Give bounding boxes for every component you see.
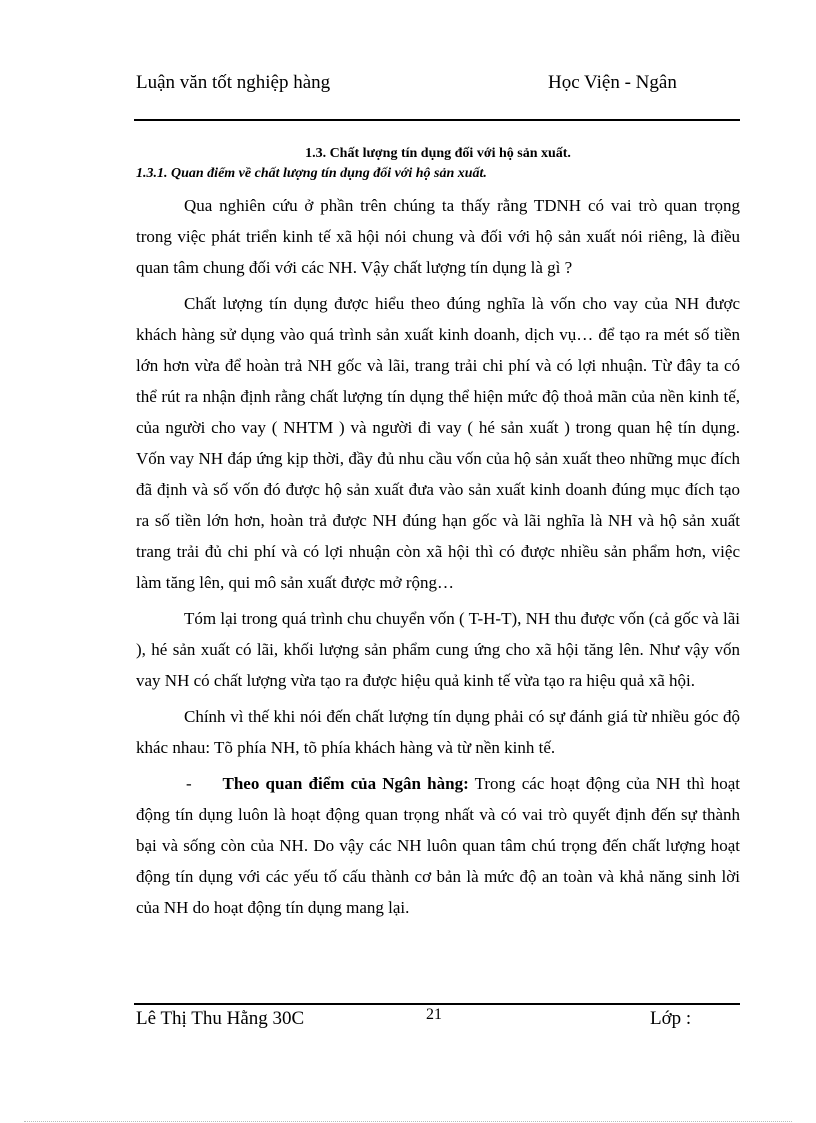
bullet-paragraph [136, 768, 740, 923]
paragraph: Tóm lại trong quá trình chu chuyển vốn ( T-H-T), NH thu được vốn (cả gốc và lãi ), hé sản xuất có lãi, khối lượng sản phẩm cung ứng cho xã hội tăng lên. Như vậy vốn vay NH có chất lượng vừa tạo ra được hiệu quả kinh tế vừa tạo ra hiệu quả xã hội. [136, 609, 740, 690]
header-left: Luận văn tốt nghiệp hàng [136, 72, 331, 93]
page-number: 21 [426, 1006, 442, 1023]
body-text [136, 190, 740, 928]
bullet-marker: - [186, 774, 192, 793]
footer-rule [134, 1003, 740, 1005]
bullet-text: Trong các hoạt động của NH thì hoạt động tín dụng luôn là hoạt động quan trọng nhất và có vai trò quyết định đến sự thành bại và sống còn của NH. Do vậy các NH luôn quan tâm chú trọng đến chất lượng hoạt động tín dụng với các yếu tố cấu thành cơ bản là mức độ an toàn và khả năng sinh lời của NH do hoạt động tín dụng mang lại. [136, 774, 741, 917]
page-edge [24, 1121, 792, 1122]
paragraph: Chính vì thế khi nói đến chất lượng tín dụng phải có sự đánh giá từ nhiều góc độ khác nhau: Tõ phía NH, tõ phía khách hàng và từ nền kinh tế. [136, 707, 740, 757]
footer-class: Lớp : [650, 1008, 692, 1029]
footer-author: Lê Thị Thu Hằng 30C [136, 1008, 305, 1029]
bullet-heading: Theo quan điểm của Ngân hàng: [222, 774, 469, 793]
paragraph: Chất lượng tín dụng được hiểu theo đúng nghĩa là vốn cho vay của NH được khách hàng sử dụng vào quá trình sản xuất kinh doanh, dịch vụ… để tạo ra mét số tiền lớn hơn vừa để hoàn trả NH gốc và lãi, trang trải chi phí và có lợi nhuận. Từ đây ta có thể rút ra nhận định rằng chất lượng tín dụng thể hiện mức độ thoả mãn của nền kinh tế, của người cho vay ( NHTM ) và người đi vay ( hé sản xuất ) trong quan hệ tín dụng. Vốn vay NH đáp ứng kịp thời, đầy đủ nhu cầu vốn của hộ sản xuất theo những mục đích đã định và số vốn đó được hộ sản xuất đưa vào sản xuất kinh doanh đúng mục đích tạo ra số tiền lớn hơn, hoàn trả được NH đúng hạn gốc và lãi nghĩa là NH và hộ sản xuất trang trải đủ chi phí và có lợi nhuận còn xã hội thì có được nhiều sản phẩm hơn, việc làm tăng lên, qui mô sản xuất được mở rộng… [136, 294, 740, 592]
subsection-title: 1.3.1. Quan điểm về chất lượng tín dụng đối với hộ sản xuất. [136, 166, 487, 181]
header-right: Học Viện - Ngân [548, 72, 677, 93]
header-rule [134, 119, 740, 121]
paragraph: Qua nghiên cứu ở phần trên chúng ta thấy rằng TDNH có vai trò quan trọng trong việc phát triển kinh tế xã hội nói chung và đối với hộ sản xuất nói riêng, là điều quan tâm chung đối với các NH. Vậy chất lượng tín dụng là gì ? [136, 196, 740, 277]
section-title: 1.3. Chất lượng tín dụng đối với hộ sản xuất. [305, 146, 571, 161]
